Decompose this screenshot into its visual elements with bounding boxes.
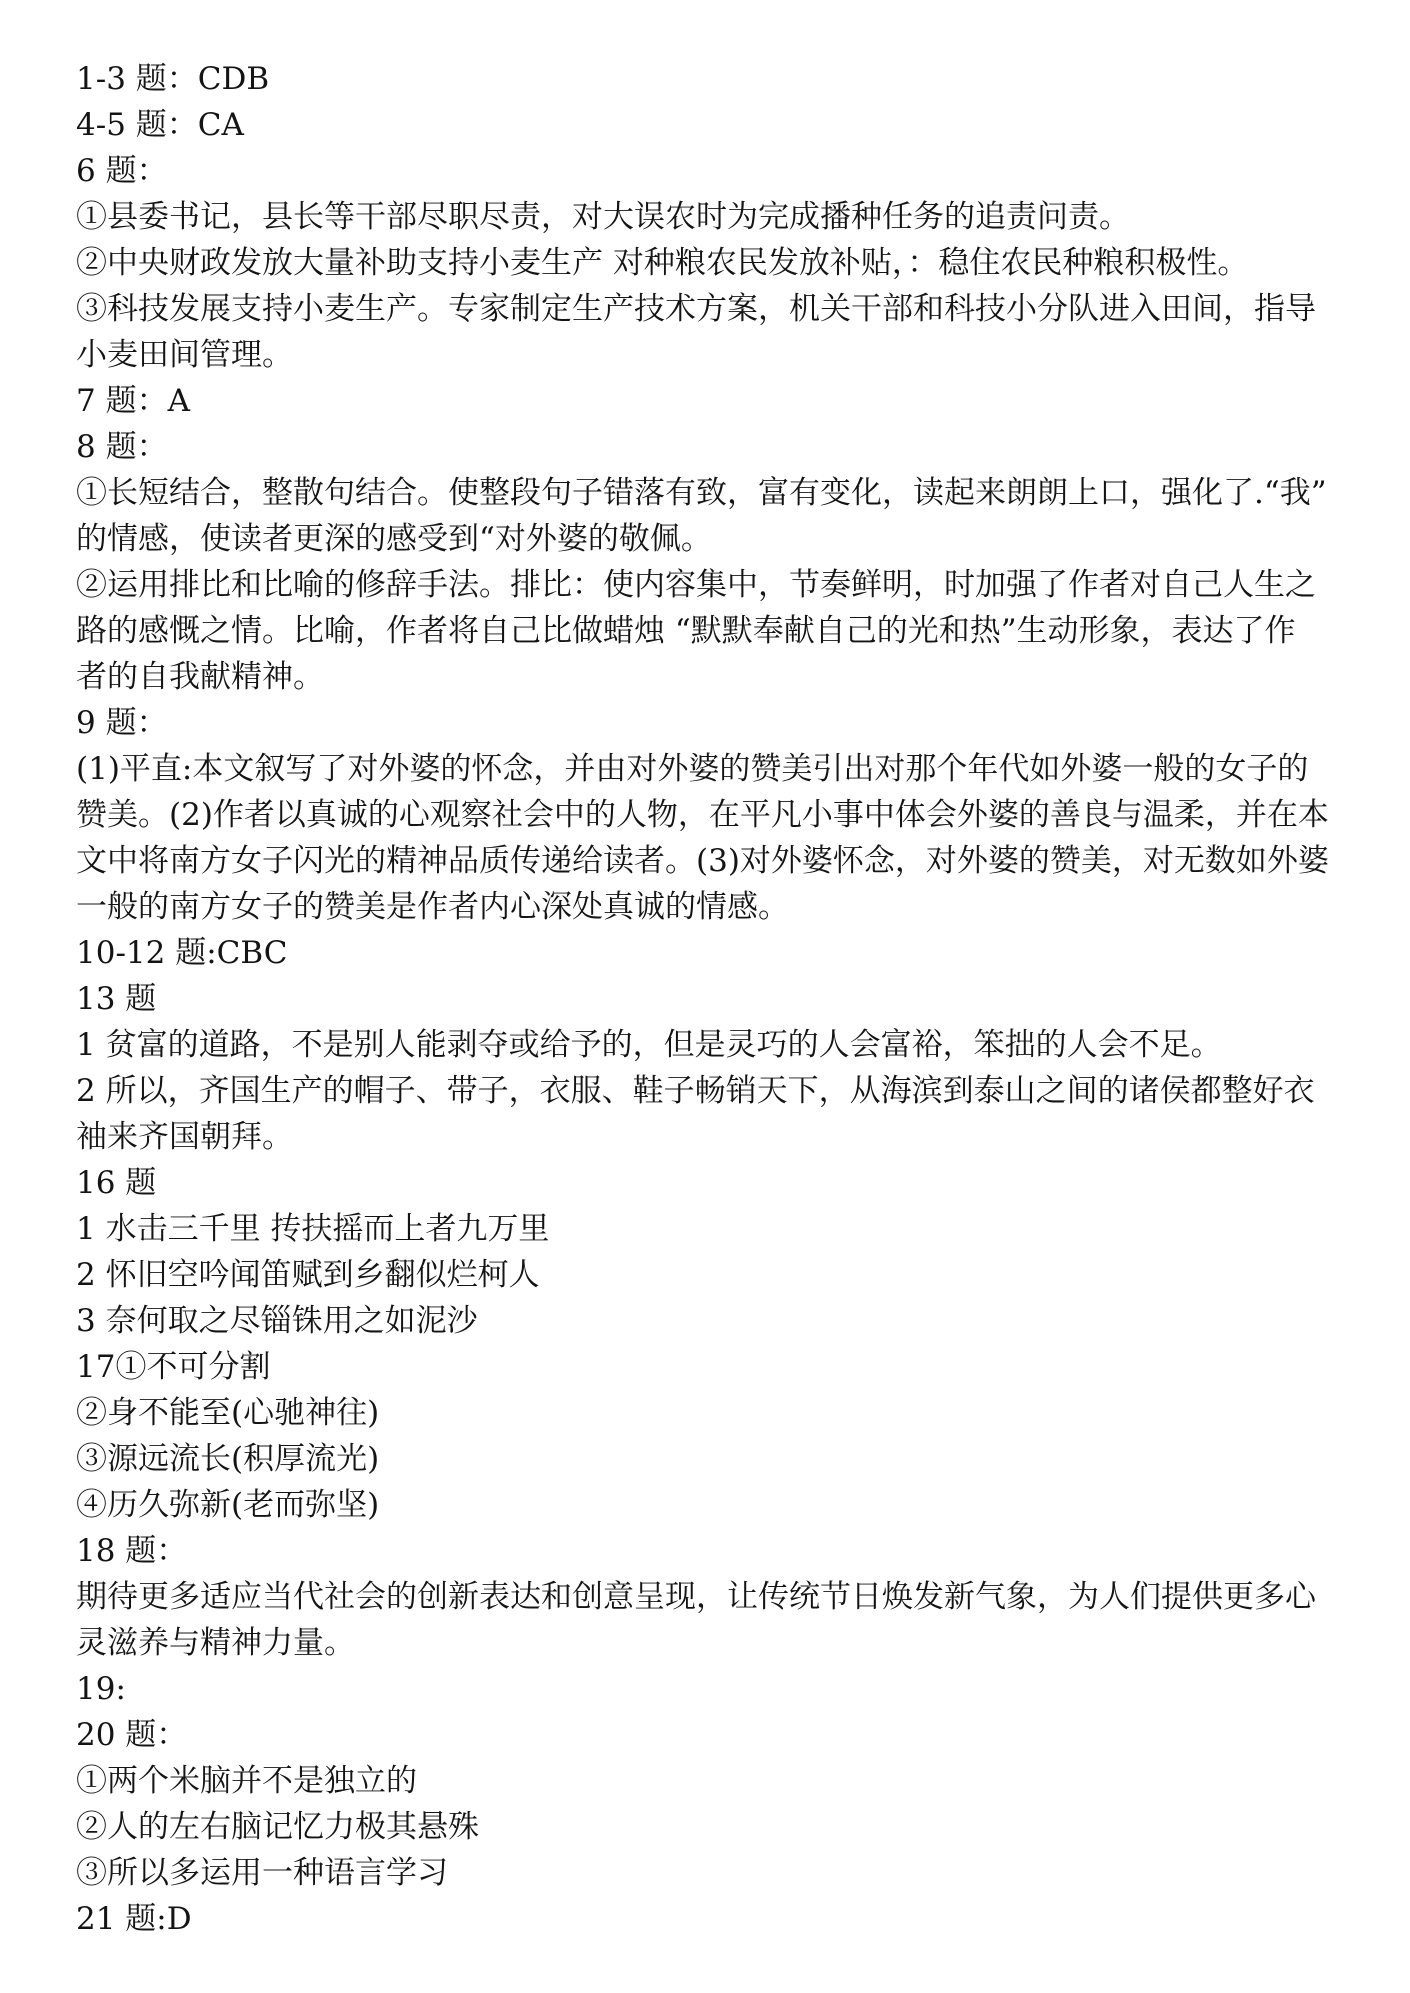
answer-line-q6-point2: ②中央财政发放大量补助支持小麦生产 对种粮农民发放补贴，：稳住农民种粮积极性。 (76, 245, 1249, 281)
answer-line-q4-5: 4-5 题：CA (76, 107, 244, 143)
answer-line-q8-point2-cont: 路的感慨之情。比喻，作者将自己比做蜡烛 “默默奉献自己的光和热”生动形象，表达了作 (76, 613, 1296, 649)
answer-line-q18-cont: 灵滋养与精神力量。 (76, 1625, 355, 1661)
answer-line-q9-part4: 一般的南方女子的赞美是作者内心深处真诚的情感。 (76, 889, 789, 925)
answer-line-q17-4: ④历久弥新(老而弥坚) (76, 1487, 380, 1523)
answer-line-q16-3: 3 奈何取之尽锱铢用之如泥沙 (76, 1303, 478, 1339)
answer-line-q8-point2-end: 者的自我献精神。 (76, 659, 324, 695)
answer-line-q9-part1: (1)平直:本文叙写了对外婆的怀念，并由对外婆的赞美引出对那个年代如外婆一般的女子的 (76, 751, 1309, 787)
answer-line-q10-12: 10-12 题:CBC (76, 935, 288, 971)
answer-line-q1-3: 1-3 题：CDB (76, 61, 270, 97)
question-heading-18: 18 题： (76, 1533, 188, 1569)
answer-line-q13-2-cont: 袖来齐国朝拜。 (76, 1119, 293, 1155)
answer-line-q7: 7 题：A (76, 383, 190, 419)
answer-line-q8-point1: ①长短结合，整散句结合。使整段句子错落有致，富有变化，读起来朗朗上口，强化了.“我” (76, 475, 1327, 511)
answer-line-q21: 21 题:D (76, 1901, 192, 1937)
answer-line-q18: 期待更多适应当代社会的创新表达和创意呈现，让传统节日焕发新气象，为人们提供更多心 (76, 1579, 1316, 1615)
answer-line-q6-point3: ③科技发展支持小麦生产。专家制定生产技术方案，机关干部和科技小分队进入田间，指导 (76, 291, 1316, 327)
question-heading-9: 9 题： (76, 705, 168, 741)
answer-line-q8-point2: ②运用排比和比喻的修辞手法。排比：使内容集中，节奏鲜明，时加强了作者对自己人生之 (76, 567, 1316, 603)
answer-line-q13-2: 2 所以，齐国生产的帽子、带子，衣服、鞋子畅销天下，从海滨到泰山之间的诸侯都整好衣 (76, 1073, 1315, 1109)
answer-line-q13-1: 1 贫富的道路，不是别人能剥夺或给予的，但是灵巧的人会富裕，笨拙的人会不足。 (76, 1027, 1222, 1063)
answer-line-q9-part3: 文中将南方女子闪光的精神品质传递给读者。(3)对外婆怀念，对外婆的赞美，对无数如外婆 (76, 843, 1329, 879)
answer-text-block (76, 56, 1329, 1942)
answer-line-q6-point1: ①县委书记，县长等干部尽职尽责，对大误农时为完成播种任务的追责问责。 (76, 199, 1130, 235)
answer-line-q17-2: ②身不能至(心驰神往) (76, 1395, 380, 1431)
answer-line-q20-3: ③所以多运用一种语言学习 (76, 1855, 448, 1891)
question-heading-8: 8 题： (76, 429, 168, 465)
question-heading-19: 19: (76, 1671, 126, 1707)
answer-line-q17-3: ③源远流长(积厚流光) (76, 1441, 380, 1477)
question-heading-20: 20 题： (76, 1717, 188, 1753)
question-heading-13: 13 题 (76, 981, 157, 1017)
answer-line-q6-point3-cont: 小麦田间管理。 (76, 337, 293, 373)
answer-line-q16-2: 2 怀旧空吟闻笛赋到乡翻似烂柯人 (76, 1257, 540, 1293)
question-heading-6: 6 题： (76, 153, 168, 189)
answer-line-q16-1: 1 水击三千里 抟扶摇而上者九万里 (76, 1211, 550, 1247)
answer-line-q20-1: ①两个米脑并不是独立的 (76, 1763, 417, 1799)
answer-line-q8-point1-cont: 的情感，使读者更深的感受到“对外婆的敬佩。 (76, 521, 712, 557)
answer-line-q20-2: ②人的左右脑记忆力极其悬殊 (76, 1809, 479, 1845)
question-heading-16: 16 题 (76, 1165, 157, 1201)
answer-line-q17-1: 17①不可分割 (76, 1349, 271, 1385)
answer-line-q9-part2: 赞美。(2)作者以真诚的心观察社会中的人物，在平凡小事中体会外婆的善良与温柔，并在本 (76, 797, 1329, 833)
